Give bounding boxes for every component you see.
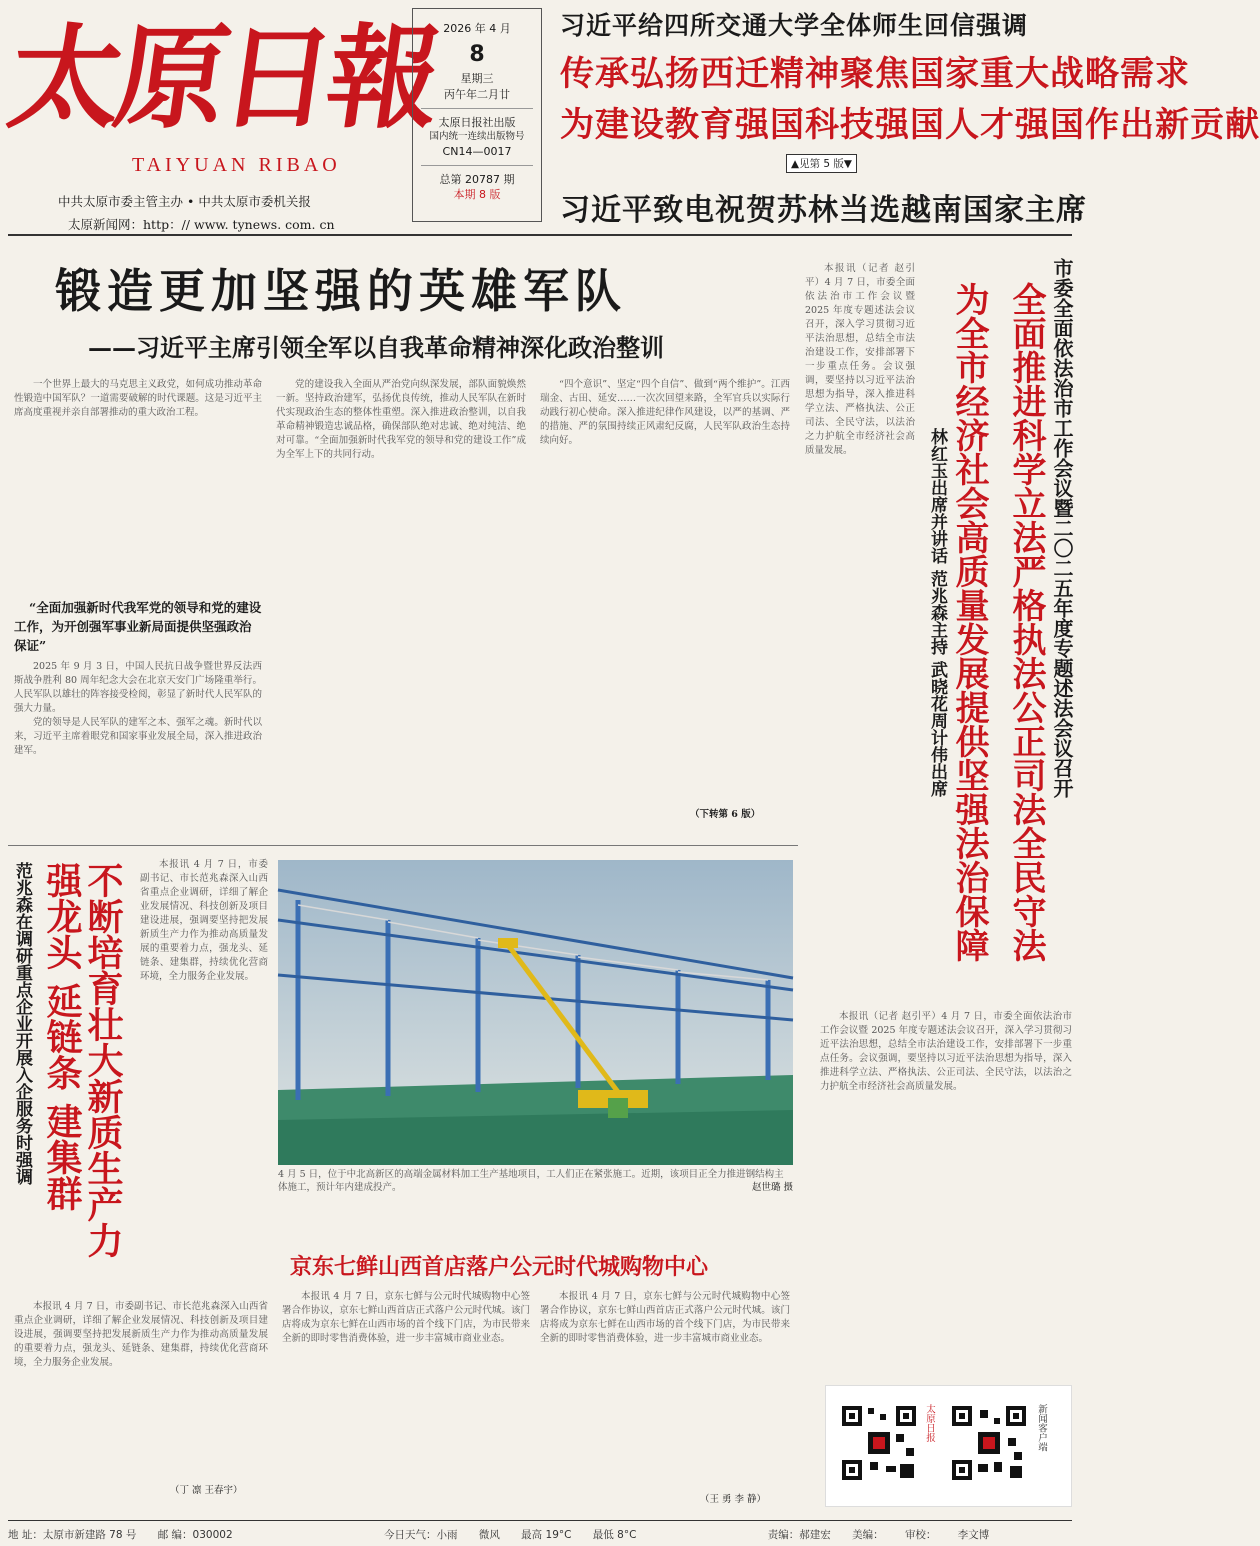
- right-story-persons: 林红玉出席并讲话 范兆森主持 武晓花周计伟出席: [927, 428, 947, 797]
- sponsor-line: 中共太原市委主管主办 • 中共太原市委机关报: [58, 194, 311, 209]
- lead-col-1b: 2025 年 9 月 3 日，中国人民抗日战争暨世界反法西斯战争胜利 80 周年纪念大会在北京天安门广场隆重举行。人民军队以雄壮的阵容接受检阅，彰显了新时代人民军队的强大力量。 党的领导是人民军队的建军之本、强军之魂。新时代以来，习近平主席着眼党和国家事业发展全局，深入推进政治建军。: [14, 661, 262, 756]
- story2-body-1: 本报讯 4 月 7 日，京东七鲜与公元时代城购物中心签署合作协议，京东七鲜山西首店正式落户公元时代城。该门店将成为京东七鲜在山西市场的首个线下门店，为市民带来全新的即时零售消费体验，进一步丰富城市商业业态。: [282, 1291, 530, 1344]
- construction-photo: [278, 860, 793, 1165]
- section-divider: [8, 845, 798, 846]
- weekday: 星期三: [460, 72, 494, 86]
- footer-high: 最高 19°C: [521, 1529, 572, 1541]
- footer-duty-2: 美编：: [852, 1529, 884, 1541]
- qr-label-2: 新闻客户端: [1036, 1404, 1047, 1452]
- lead-col-2: 党的建设我入全面从严治党向纵深发展，部队面貌焕然一新。坚持政治建军，弘扬优良传统，推动人民军队在新时代实现政治生态的整体性重塑。深入推进政治整训，以自我革命精神锻造忠诚品格，确保部队绝对忠诚、绝对纯洁、绝对可靠。“全面加强新时代我军党的领导和党的建设工作”成为全军上下的共同行动。: [276, 379, 526, 460]
- lead-col-1a: 一个世界上最大的马克思主义政党，如何成功推动革命性锻造中国军队？一道需要破解的时代课题。这是习近平主席高度重视并亲自部署推动的重大政治工程。: [14, 379, 262, 418]
- lead-pull-quote: “全面加强新时代我军党的领导和党的建设工作，为开创强军事业新局面提供坚强政治保证”: [14, 600, 262, 653]
- publisher: 太原日报社出版: [438, 115, 516, 129]
- date-box: [412, 8, 542, 222]
- issue-total: 总第 20787 期: [439, 173, 515, 187]
- footer-duty-3: 审校：: [904, 1529, 937, 1541]
- qr-code-icon-1[interactable]: [840, 1404, 918, 1482]
- footer-duty-1: 责编：郝建宏: [767, 1529, 831, 1541]
- masthead-logo: [0, 4, 444, 184]
- left-story-body: 本报讯 4 月 7 日，市委副书记、市长范兆森深入山西省重点企业调研，详细了解企业发展情况、科技创新及项目建设进展，强调要坚持把发展新质生产力作为推动高质量发展的重要着力点，强龙头、延链条、建集群，持续优化营商环境，全力服务企业发展。: [140, 859, 268, 982]
- top-news-headline-2[interactable]: 为建设教育强国科技强国人才强国作出新贡献: [560, 105, 1260, 145]
- right-story-headline-2[interactable]: 为全市经济社会高质量发展提供坚强法治保障: [949, 282, 989, 962]
- page-ref-tag: ▲见第 5 版▼: [786, 154, 857, 173]
- photo-caption: 4 月 5 日，位于中北高新区的高端金属材料加工生产基地项目，工人们正在紧张施工。近期，该项目正全力推进钢结构主体施工，预计年内建成投产。 赵世璐 摄: [278, 1169, 793, 1193]
- photo-credit: 赵世璐 摄: [751, 1182, 793, 1193]
- logo-cn: 太原日報: [0, 13, 444, 144]
- day-number: 8: [469, 42, 485, 68]
- lead-headline[interactable]: 锻造更加坚强的英雄军队: [55, 264, 627, 318]
- story2-headline[interactable]: 京东七鲜山西首店落户公元时代城购物中心: [290, 1254, 709, 1280]
- footer-rule: [8, 1520, 1072, 1521]
- footer-address: 地 址：太原市新建路 78 号: [8, 1529, 137, 1541]
- cn-label: 国内统一连续出版物号: [429, 131, 525, 143]
- footer: [8, 1527, 1072, 1542]
- qr-panel: [825, 1385, 1072, 1507]
- lead-subheadline: ——习近平主席引领全军以自我革命精神深化政治整训: [88, 333, 664, 362]
- year-month: 2026 年 4 月: [443, 22, 511, 35]
- left-story-kicker: 范兆森在调研重点企业开展入企服务时强调: [12, 862, 32, 1185]
- logo-en: TAIYUAN RIBAO: [132, 154, 341, 176]
- right-story-body-bottom: 本报讯（记者 赵引平）4 月 7 日，市委全面依法治市工作会议暨 2025 年度专题述法会议召开，深入学习贯彻习近平法治思想，总结全市法治建设工作，安排部署下一步重点任务。会议强调，要坚持以习近平法治思想为指导，深入推进科学立法、严格执法、公正司法、全民守法，以法治之力护航全市经济社会高质量发展。: [820, 1011, 1072, 1092]
- top-news-kicker[interactable]: 习近平给四所交通大学全体师生回信强调: [560, 11, 1029, 40]
- qr-code-icon-2[interactable]: [950, 1404, 1028, 1482]
- story2-body-2: 本报讯 4 月 7 日，京东七鲜与公元时代城购物中心签署合作协议，京东七鲜山西首店正式落户公元时代城。该门店将成为京东七鲜在山西市场的首个线下门店，为市民带来全新的即时零售消费体验，进一步丰富城市商业业态。: [540, 1291, 790, 1344]
- right-story-body-top: 本报讯（记者 赵引平）4 月 7 日，市委全面依法治市工作会议暨 2025 年度专题述法会议召开，深入学习贯彻习近平法治思想，总结全市法治建设工作，安排部署下一步重点任务。会议强调，要坚持以习近平法治思想为指导，深入推进科学立法、严格执法、公正司法、全民守法，以法治之力护航全市经济社会高质量发展。: [805, 263, 915, 456]
- right-story-headline-1[interactable]: 全面推进科学立法严格执法公正司法全民守法: [1006, 282, 1046, 962]
- cn-number: CN14—0017: [442, 144, 512, 158]
- pages-count: 本期 8 版: [453, 188, 501, 202]
- construction-photo-image: [278, 860, 793, 1165]
- lead-col-3: “四个意识”、坚定“四个自信”、做到“两个维护”。江西瑞金、古田、延安……一次次回望来路，全军官兵以实际行动践行初心使命。深入推进纪律作风建设，以严的基调、严的措施、严的氛围持续正风肃纪反腐，人民军队政治生态持续向好。: [540, 379, 790, 446]
- footer-low: 最低 8°C: [592, 1529, 637, 1541]
- continued-note[interactable]: （下转第 6 版）: [690, 809, 761, 820]
- footer-duty-4: 李文博: [957, 1529, 990, 1541]
- footer-wind: 微风: [478, 1529, 500, 1541]
- qr-label-1: 太原日报: [924, 1404, 935, 1442]
- top-news: [560, 6, 1260, 146]
- top-news-headline-3[interactable]: 习近平致电祝贺苏林当选越南国家主席: [560, 193, 1087, 228]
- lunar-date: 丙午年二月廿: [444, 87, 510, 101]
- masthead-rule: [8, 234, 1072, 236]
- left-story-headline-1[interactable]: 不断培育壮大新质生产力: [82, 862, 124, 1258]
- left-story-headline-2[interactable]: 强龙头 延链条 建集群: [41, 862, 83, 1212]
- top-news-headline-1[interactable]: 传承弘扬西迁精神聚焦国家重大战略需求: [560, 54, 1190, 94]
- left-story-byline: （丁 凛 王春宇）: [170, 1485, 243, 1496]
- left-story-body-cont: 本报讯 4 月 7 日，市委副书记、市长范兆森深入山西省重点企业调研，详细了解企业发展情况、科技创新及项目建设进展，强调要坚持把发展新质生产力作为推动高质量发展的重要着力点，强龙头、延链条、建集群，持续优化营商环境，全力服务企业发展。: [14, 1301, 268, 1368]
- right-story-kicker: 市委全面依法治市工作会议暨二〇二五年度专题述法会议召开: [1050, 258, 1074, 798]
- footer-weather: 今日天气：小雨: [383, 1529, 458, 1541]
- story2-byline: （王 勇 李 静）: [700, 1494, 767, 1505]
- website-line: 太原新闻网：http：// www. tynews. com. cn: [68, 217, 335, 232]
- footer-postcode: 邮 编：030002: [157, 1529, 233, 1541]
